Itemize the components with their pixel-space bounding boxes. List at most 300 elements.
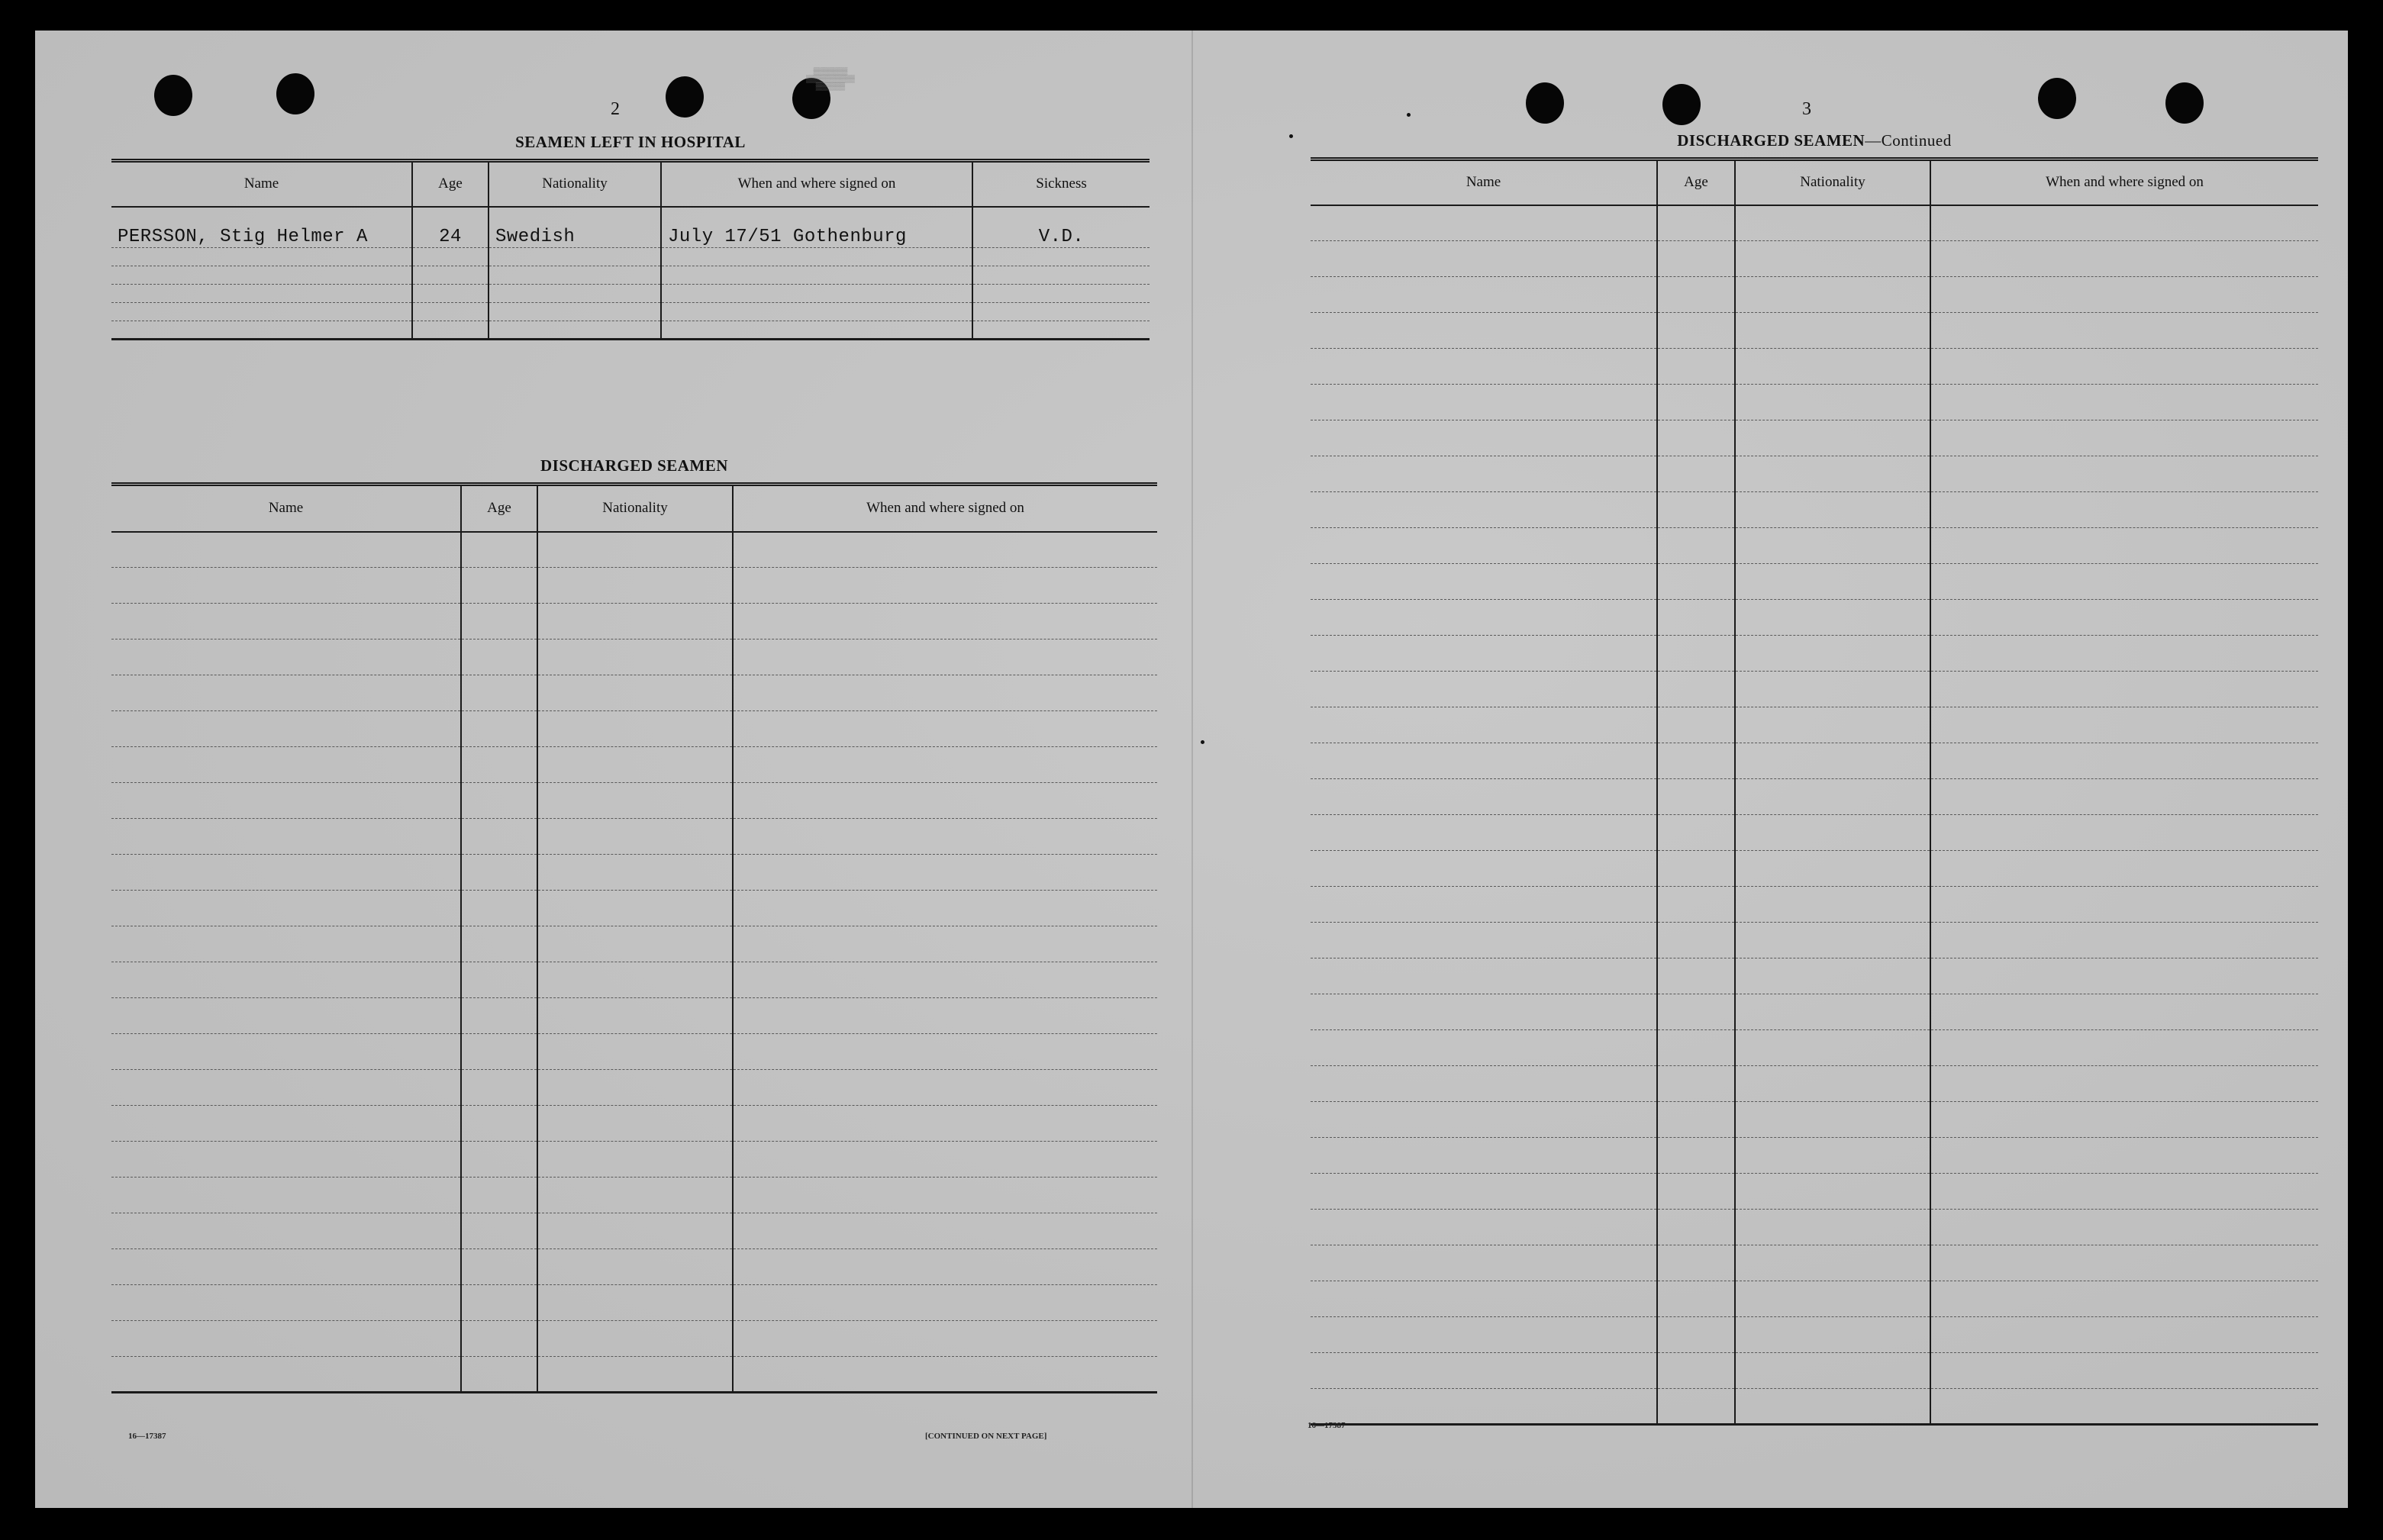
table-row xyxy=(111,207,1150,248)
cell-nationality xyxy=(537,1070,733,1106)
cell-age: 24 xyxy=(412,207,489,248)
ink-speck xyxy=(1407,113,1411,117)
cell-nationality xyxy=(537,998,733,1034)
cell-nationality xyxy=(1735,241,1930,277)
table-row xyxy=(1311,1066,2318,1102)
cell-nationality xyxy=(537,1285,733,1321)
cell-age xyxy=(1657,456,1735,492)
cell-signed-on xyxy=(1930,456,2318,492)
table-row xyxy=(1311,636,2318,672)
cell-name xyxy=(1311,420,1657,456)
table-row xyxy=(1311,420,2318,456)
table-row xyxy=(111,303,1150,321)
cell-name xyxy=(111,568,461,604)
table-row xyxy=(111,747,1157,783)
cell-signed-on xyxy=(733,675,1157,711)
cell-name xyxy=(111,1106,461,1142)
cell-age xyxy=(1657,707,1735,743)
cell-age xyxy=(461,1357,537,1393)
cell-age xyxy=(461,1285,537,1321)
table-row xyxy=(111,1213,1157,1249)
cell-signed-on xyxy=(1930,958,2318,994)
cell-name xyxy=(111,1321,461,1357)
cell-signed-on xyxy=(1930,1030,2318,1066)
column-header-age: Age xyxy=(412,161,489,207)
cell-name xyxy=(111,747,461,783)
cell-age xyxy=(1657,1281,1735,1317)
cell-name xyxy=(111,321,412,340)
cell-age xyxy=(1657,636,1735,672)
cell-age xyxy=(412,321,489,340)
cell-age xyxy=(1657,1353,1735,1389)
cell-age xyxy=(1657,1245,1735,1281)
cell-nationality xyxy=(1735,564,1930,600)
table-row xyxy=(111,285,1150,303)
table-row xyxy=(111,783,1157,819)
table-row xyxy=(111,1142,1157,1178)
cell-signed-on xyxy=(733,711,1157,747)
cell-nationality xyxy=(537,1249,733,1285)
cell-nationality xyxy=(1735,600,1930,636)
cell-name xyxy=(111,1249,461,1285)
cell-name xyxy=(1311,1281,1657,1317)
table-row xyxy=(1311,1030,2318,1066)
cell-age xyxy=(461,604,537,640)
cell-signed-on xyxy=(661,303,972,321)
table-row xyxy=(1311,385,2318,420)
cell-nationality xyxy=(1735,815,1930,851)
cell-name xyxy=(111,1178,461,1213)
cell-nationality xyxy=(537,532,733,568)
cell-nationality xyxy=(1735,205,1930,241)
cell-nationality xyxy=(537,747,733,783)
continued-note: [CONTINUED ON NEXT PAGE] xyxy=(925,1432,1047,1441)
cell-age xyxy=(1657,1174,1735,1210)
punch-hole xyxy=(1526,82,1564,124)
section-title-discharged: DISCHARGED SEAMEN xyxy=(540,456,728,475)
cell-name xyxy=(1311,815,1657,851)
cell-nationality xyxy=(1735,492,1930,528)
cell-signed-on xyxy=(1930,600,2318,636)
table-row xyxy=(111,926,1157,962)
table-row xyxy=(111,1034,1157,1070)
table-row xyxy=(1311,1353,2318,1389)
cell-signed-on xyxy=(1930,1281,2318,1317)
cell-name xyxy=(1311,1210,1657,1245)
cell-age xyxy=(1657,1030,1735,1066)
right-page xyxy=(1192,31,2348,1508)
cell-age xyxy=(461,1213,537,1249)
cell-name xyxy=(111,926,461,962)
cell-nationality xyxy=(1735,456,1930,492)
cell-age xyxy=(1657,349,1735,385)
cell-signed-on xyxy=(733,783,1157,819)
cell-nationality xyxy=(1735,672,1930,707)
table-row xyxy=(1311,958,2318,994)
table-row xyxy=(111,1178,1157,1213)
cell-signed-on xyxy=(733,891,1157,926)
cell-age xyxy=(1657,205,1735,241)
table-row xyxy=(1311,564,2318,600)
cell-age xyxy=(1657,815,1735,851)
cell-age xyxy=(1657,743,1735,779)
cell-name xyxy=(111,532,461,568)
table-header-row xyxy=(111,161,1150,207)
cell-sickness xyxy=(972,266,1150,285)
cell-signed-on xyxy=(661,248,972,266)
cell-name xyxy=(111,675,461,711)
cell-age xyxy=(1657,1066,1735,1102)
cell-nationality xyxy=(537,1321,733,1357)
table-row xyxy=(111,604,1157,640)
cell-signed-on xyxy=(733,1285,1157,1321)
cell-age xyxy=(461,1178,537,1213)
cell-name xyxy=(111,1213,461,1249)
cell-name xyxy=(1311,707,1657,743)
cell-signed-on xyxy=(1930,923,2318,958)
column-header-age: Age xyxy=(461,485,537,532)
column-header-name: Name xyxy=(111,161,412,207)
cell-signed-on xyxy=(1930,707,2318,743)
table-row xyxy=(1311,1102,2318,1138)
cell-signed-on xyxy=(1930,349,2318,385)
cell-name xyxy=(1311,600,1657,636)
cell-signed-on xyxy=(1930,492,2318,528)
cell-nationality xyxy=(537,711,733,747)
cell-age xyxy=(461,640,537,675)
cell-signed-on xyxy=(1930,743,2318,779)
cell-nationality xyxy=(537,1034,733,1070)
table-row xyxy=(111,891,1157,926)
column-header-name: Name xyxy=(1311,159,1657,205)
cell-signed-on xyxy=(733,1142,1157,1178)
cell-nationality xyxy=(1735,1353,1930,1389)
column-header-nationality: Nationality xyxy=(1735,159,1930,205)
cell-signed-on xyxy=(1930,1138,2318,1174)
section-title-suffix: —Continued xyxy=(1865,131,1952,150)
cell-age xyxy=(412,248,489,266)
cell-signed-on xyxy=(1930,1210,2318,1245)
cell-nationality: Swedish xyxy=(489,207,661,248)
cell-nationality xyxy=(1735,1210,1930,1245)
cell-nationality xyxy=(1735,1102,1930,1138)
left-page xyxy=(35,31,1192,1508)
column-header-age: Age xyxy=(1657,159,1735,205)
column-header-nationality: Nationality xyxy=(489,161,661,207)
cell-signed-on xyxy=(733,1070,1157,1106)
table-header-row xyxy=(111,485,1157,532)
table-row xyxy=(111,248,1150,266)
section-title-text: DISCHARGED SEAMEN xyxy=(1677,131,1865,150)
cell-signed-on xyxy=(1930,1174,2318,1210)
cell-nationality xyxy=(1735,887,1930,923)
cell-signed-on xyxy=(733,855,1157,891)
cell-signed-on xyxy=(1930,420,2318,456)
cell-name xyxy=(1311,958,1657,994)
cell-nationality xyxy=(537,568,733,604)
table-row xyxy=(111,1357,1157,1393)
document-sheet xyxy=(35,31,2348,1508)
cell-signed-on xyxy=(1930,994,2318,1030)
cell-nationality xyxy=(1735,851,1930,887)
cell-signed-on xyxy=(733,998,1157,1034)
cell-age xyxy=(1657,672,1735,707)
cell-age xyxy=(461,819,537,855)
cell-age xyxy=(1657,241,1735,277)
cell-nationality xyxy=(1735,1138,1930,1174)
cell-name xyxy=(111,855,461,891)
table-row xyxy=(1311,887,2318,923)
table-row xyxy=(1311,313,2318,349)
cell-age xyxy=(461,998,537,1034)
cell-signed-on xyxy=(733,1249,1157,1285)
discharged-continued-table-body xyxy=(1311,205,2318,1425)
cell-signed-on xyxy=(1930,528,2318,564)
table-row xyxy=(1311,923,2318,958)
cell-age xyxy=(1657,420,1735,456)
cell-name xyxy=(111,1357,461,1393)
cell-name xyxy=(1311,887,1657,923)
cell-age xyxy=(461,532,537,568)
cell-nationality xyxy=(1735,420,1930,456)
cell-nationality xyxy=(1735,1174,1930,1210)
cell-name xyxy=(1311,241,1657,277)
cell-signed-on xyxy=(1930,636,2318,672)
cell-sickness xyxy=(972,321,1150,340)
table-row xyxy=(111,1321,1157,1357)
cell-name xyxy=(1311,349,1657,385)
table-row xyxy=(1311,528,2318,564)
cell-name xyxy=(111,891,461,926)
cell-signed-on xyxy=(733,1034,1157,1070)
table-row xyxy=(1311,743,2318,779)
cell-signed-on xyxy=(1930,1102,2318,1138)
cell-age xyxy=(1657,277,1735,313)
table-row xyxy=(1311,205,2318,241)
cell-signed-on xyxy=(733,640,1157,675)
cell-sickness xyxy=(972,303,1150,321)
cell-nationality xyxy=(1735,1317,1930,1353)
cell-age xyxy=(1657,1102,1735,1138)
cell-nationality xyxy=(1735,1389,1930,1425)
cell-name xyxy=(1311,492,1657,528)
table-row xyxy=(1311,277,2318,313)
column-header-signed-on: When and where signed on xyxy=(733,485,1157,532)
cell-age xyxy=(461,675,537,711)
cell-age xyxy=(412,303,489,321)
cell-name xyxy=(111,711,461,747)
cell-nationality xyxy=(537,1213,733,1249)
punch-hole xyxy=(666,76,704,118)
cell-name xyxy=(1311,672,1657,707)
cell-age xyxy=(461,1142,537,1178)
cell-nationality xyxy=(489,321,661,340)
cell-nationality xyxy=(1735,1281,1930,1317)
cell-age xyxy=(1657,994,1735,1030)
table-row xyxy=(1311,707,2318,743)
table-row xyxy=(111,568,1157,604)
column-header-sickness: Sickness xyxy=(972,161,1150,207)
cell-age xyxy=(461,1321,537,1357)
table-row xyxy=(111,998,1157,1034)
cell-name: PERSSON, Stig Helmer A xyxy=(111,207,412,248)
cell-name xyxy=(1311,636,1657,672)
cell-name xyxy=(1311,205,1657,241)
table-row xyxy=(1311,456,2318,492)
cell-nationality xyxy=(537,1106,733,1142)
cell-name xyxy=(1311,1389,1657,1425)
table-row xyxy=(111,962,1157,998)
cell-signed-on xyxy=(1930,779,2318,815)
cell-name xyxy=(1311,564,1657,600)
cell-name xyxy=(111,285,412,303)
cell-name xyxy=(1311,1245,1657,1281)
cell-signed-on xyxy=(1930,1066,2318,1102)
cell-age xyxy=(1657,958,1735,994)
cell-age xyxy=(1657,1210,1735,1245)
cell-name xyxy=(1311,277,1657,313)
table-row xyxy=(1311,851,2318,887)
cell-nationality xyxy=(1735,1066,1930,1102)
cell-age xyxy=(412,285,489,303)
table-row xyxy=(111,532,1157,568)
cell-nationality xyxy=(537,855,733,891)
cell-name xyxy=(1311,1317,1657,1353)
cell-age xyxy=(461,711,537,747)
cell-name xyxy=(111,640,461,675)
cell-nationality xyxy=(1735,277,1930,313)
cell-signed-on xyxy=(733,568,1157,604)
table-header-row xyxy=(1311,159,2318,205)
cell-signed-on xyxy=(733,1213,1157,1249)
table-row xyxy=(111,1249,1157,1285)
section-title-discharged-continued xyxy=(1311,131,2318,150)
cell-nationality xyxy=(489,303,661,321)
cell-name xyxy=(1311,313,1657,349)
table-row xyxy=(1311,1245,2318,1281)
table-row xyxy=(111,640,1157,675)
cell-age xyxy=(461,1034,537,1070)
cell-nationality xyxy=(1735,349,1930,385)
cell-age xyxy=(461,891,537,926)
cell-signed-on xyxy=(733,1178,1157,1213)
table-row xyxy=(111,819,1157,855)
cell-name xyxy=(111,1285,461,1321)
cell-nationality xyxy=(537,962,733,998)
cell-name xyxy=(1311,1138,1657,1174)
table-row xyxy=(111,321,1150,340)
cell-signed-on xyxy=(1930,564,2318,600)
table-row xyxy=(1311,994,2318,1030)
cell-age xyxy=(1657,887,1735,923)
table-row xyxy=(111,1070,1157,1106)
cell-signed-on xyxy=(661,321,972,340)
cell-nationality xyxy=(1735,958,1930,994)
punch-hole xyxy=(2038,78,2076,119)
cell-name xyxy=(1311,851,1657,887)
table-row xyxy=(111,675,1157,711)
cell-signed-on xyxy=(1930,277,2318,313)
cell-sickness: V.D. xyxy=(972,207,1150,248)
cell-age xyxy=(1657,313,1735,349)
cell-name xyxy=(1311,385,1657,420)
cell-nationality xyxy=(1735,994,1930,1030)
cell-age xyxy=(1657,851,1735,887)
cell-nationality xyxy=(537,891,733,926)
discharged-table-body xyxy=(111,532,1157,1393)
column-header-signed-on: When and where signed on xyxy=(1930,159,2318,205)
cell-nationality xyxy=(1735,1030,1930,1066)
cell-age xyxy=(461,1249,537,1285)
punch-hole xyxy=(1662,84,1701,125)
cell-signed-on xyxy=(1930,385,2318,420)
table-row xyxy=(1311,779,2318,815)
discharged-seamen-table xyxy=(111,482,1157,1393)
cell-nationality xyxy=(1735,707,1930,743)
cell-name xyxy=(1311,923,1657,958)
faint-stamp: ▒▒▒▒▒▒▒ ▒▒▒▒▒▒▒▒▒▒ ▒▒▒▒▒▒ xyxy=(806,67,855,90)
cell-age xyxy=(1657,564,1735,600)
cell-signed-on xyxy=(1930,1317,2318,1353)
table-row xyxy=(1311,672,2318,707)
cell-name xyxy=(1311,1030,1657,1066)
table-row xyxy=(1311,1317,2318,1353)
cell-name xyxy=(111,266,412,285)
cell-signed-on xyxy=(1930,1353,2318,1389)
table-row xyxy=(1311,1210,2318,1245)
punch-hole xyxy=(2165,82,2204,124)
cell-nationality xyxy=(1735,743,1930,779)
cell-age xyxy=(461,747,537,783)
discharged-continued-table xyxy=(1311,157,2318,1426)
cell-sickness xyxy=(972,248,1150,266)
cell-nationality xyxy=(1735,636,1930,672)
cell-sickness xyxy=(972,285,1150,303)
cell-name xyxy=(111,1034,461,1070)
ink-speck xyxy=(1201,740,1204,744)
cell-name xyxy=(1311,528,1657,564)
cell-signed-on xyxy=(1930,1389,2318,1425)
cell-name xyxy=(111,783,461,819)
cell-age xyxy=(1657,779,1735,815)
table-row xyxy=(111,855,1157,891)
hospital-table xyxy=(111,159,1150,340)
cell-nationality xyxy=(1735,313,1930,349)
page-number: 2 xyxy=(611,99,620,119)
cell-nationality xyxy=(489,248,661,266)
cell-age xyxy=(1657,528,1735,564)
table-row xyxy=(1311,815,2318,851)
punch-hole xyxy=(154,75,192,116)
cell-signed-on xyxy=(733,962,1157,998)
cell-nationality xyxy=(489,266,661,285)
cell-signed-on xyxy=(1930,672,2318,707)
cell-signed-on xyxy=(733,1106,1157,1142)
table-row xyxy=(1311,492,2318,528)
cell-name xyxy=(1311,1066,1657,1102)
table-row xyxy=(111,711,1157,747)
cell-nationality xyxy=(537,1142,733,1178)
table-row xyxy=(111,1285,1157,1321)
cell-nationality xyxy=(537,1178,733,1213)
cell-nationality xyxy=(1735,385,1930,420)
cell-signed-on xyxy=(733,819,1157,855)
cell-signed-on xyxy=(733,926,1157,962)
cell-nationality xyxy=(537,640,733,675)
cell-nationality xyxy=(537,926,733,962)
table-row xyxy=(1311,1174,2318,1210)
cell-signed-on xyxy=(661,285,972,303)
